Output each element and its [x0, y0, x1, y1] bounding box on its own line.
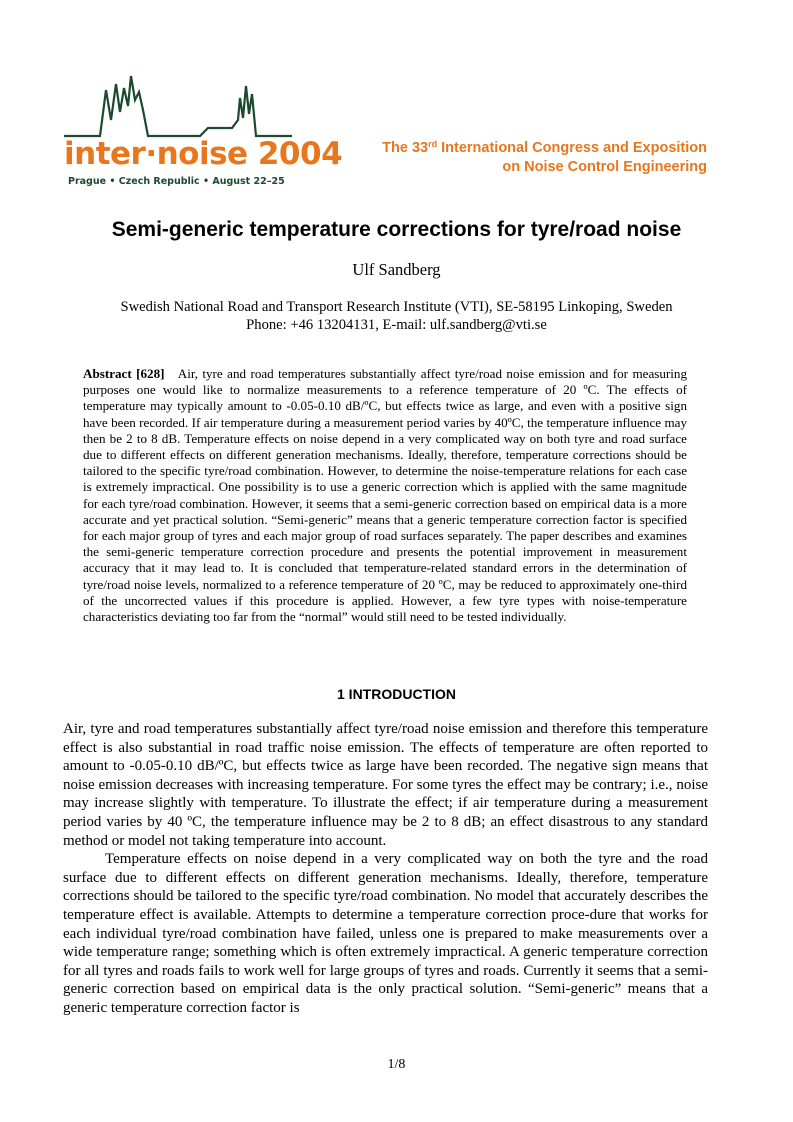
abstract	[83, 366, 687, 625]
congress-line-2: on Noise Control Engineering	[502, 159, 707, 175]
abstract-label: Abstract [628]	[83, 366, 165, 381]
abstract-text: Air, tyre and road temperatures substantially affect tyre/road noise emission and for measuring purposes one would like to normalize measurements to a reference temperature of 20 ºC. The effects of temperature may typically amount to -0.05-0.10 dB/ºC, but effects twice as large, and even with a positive sign have been recorded. If air temperature during a measurement period varies by 40ºC, the temperature influence may then be 2 to 8 dB. Temperature effects on noise depend in a very complicated way on both tyre and road surface due to different effects on different generation mechanisms. Ideally, therefore, temperature corrections should be tailored to the specific tyre/road combination. However, to determine the noise-temperature relations for each case is extremely impractical. One possibility is to use a generic correction which is applied with the same magnitude for each tyre/road combination. However, it seems that a semi-generic correction based on empirical data is a more accurate and yet practical solution. “Semi-generic” means that a generic temperature correction factor is specified for each major group of tyres and each major group of road surfaces separately. The paper describes and examines the semi-generic temperature correction procedure and presents the potential improvement in measurement accuracy that it may lead to. It is concluded that temperature-related standard errors in the determination of tyre/road noise levels, normalized to a reference temperature of 20 ºC, may be reduced to approximately one-third of the uncorrected values if this procedure is applied. However, a few tyre types with noise-temperature characteristics deviating too far from the “normal” would still need to be tested individually.	[83, 366, 687, 625]
congress-line-1: The 33rd International Congress and Exposition	[382, 139, 707, 156]
introduction-paragraph-1: Air, tyre and road temperatures substantially affect tyre/road noise emission and therefore this temperature effect is also substantial in road traffic noise emission. The effects of temperature are often reported to amount to -0.05-0.10 dB/ºC, but effects twice as large have been recorded. The negative sign means that noise emission decreases with increasing temperature. For some tyres the effect may be contrary; i.e., noise may increase slightly with temperature. To illustrate the effect; if air temperature during a measurement period varies by 40 ºC, the temperature influence may be 2 to 8 dB; an effect disastrous to any standard method or model not taking temperature into account.	[63, 721, 708, 849]
conference-location-date: Prague • Czech Republic • August 22–25	[68, 176, 285, 187]
section-heading-introduction: 1 INTRODUCTION	[337, 686, 456, 702]
paper-title: Semi-generic temperature corrections for tyre/road noise	[111, 218, 682, 241]
conference-logo	[62, 70, 343, 192]
introduction-body	[63, 720, 708, 1018]
introduction-paragraph-2: Temperature effects on noise depend in a very complicated way on both the tyre and the road surface due to different effects on different generation mechanisms. Ideally, therefore, temperature corrections should be tailored to the specific tyre/road combination. No model that accurately describes the temperature effect is available. Attempts to determine a temperature correction proce-dure that works for each individual tyre/road combination have failed, unless one is prepared to make measurements over a wide temperature range; something which is often extremely impractical. A generic temperature correction for all tyres and roads fails to work well for large groups of tyres and roads. Currently it seems that a semi-generic correction based on empirical data is the only practical solution. “Semi-generic” means that a generic temperature correction factor is	[63, 851, 708, 1016]
prague-skyline-icon	[62, 70, 294, 142]
author-affiliation	[0, 298, 793, 334]
affiliation-contact: Phone: +46 13204131, E-mail: ulf.sandberg@vti.se	[246, 317, 547, 333]
paper-author: Ulf Sandberg	[352, 260, 441, 279]
congress-header	[382, 139, 707, 177]
conference-wordmark: inter·noise 2004	[64, 136, 343, 172]
page-number: 1/8	[387, 1057, 406, 1072]
affiliation-address: Swedish National Road and Transport Research Institute (VTI), SE-58195 Linkoping, Sweden	[120, 299, 673, 315]
